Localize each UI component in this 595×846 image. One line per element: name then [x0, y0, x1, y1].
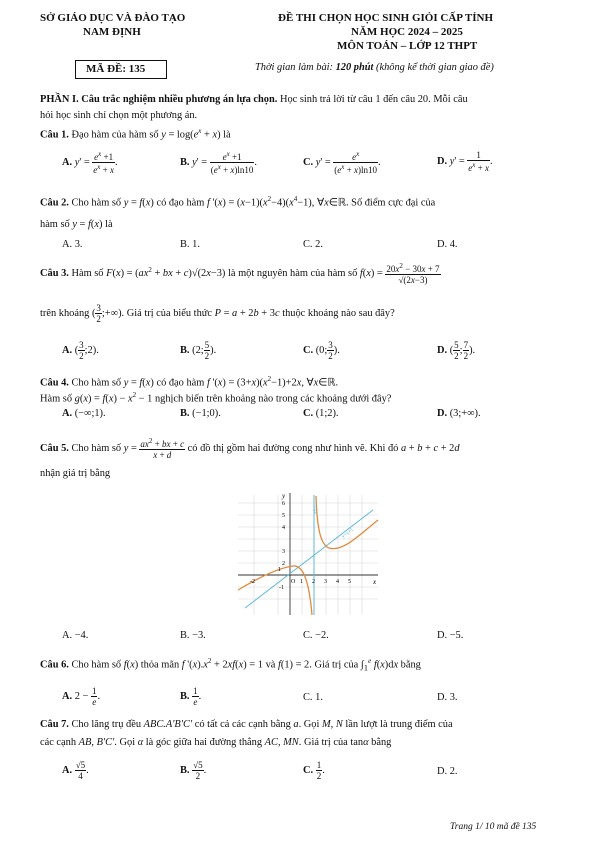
svg-text:3: 3	[282, 549, 285, 555]
q4-option-c[interactable]: C. (1;2).	[303, 408, 339, 419]
q3-option-c[interactable]: C. (0; $\frac{3}{2}$ ).	[303, 340, 340, 362]
svg-text:4: 4	[336, 579, 339, 585]
q4-option-b[interactable]: B. (−1;0).	[180, 408, 221, 419]
axis-x-label: x	[373, 578, 377, 586]
q1-option-c[interactable]: C. y' = $\frac{e^x}{(e^x + x)\ln 10}$ .	[303, 150, 381, 176]
q2-option-a[interactable]: A. 3.	[62, 239, 83, 250]
question-1-stem: Câu 1. Đạo hàm của hàm số $y = \log(e^x + x)$ là	[40, 127, 231, 141]
q1-option-b[interactable]: B. y' = $\frac{e^x +1}{(e^x + x)\ln 10}$ .	[180, 150, 257, 176]
part1-heading: PHẦN I. Câu trắc nghiệm nhiều phương án lựa chọn. Học sinh trả lời từ câu 1 đến câu 20. Mỗi câu	[40, 94, 468, 105]
q5-graph	[233, 490, 383, 620]
q3-option-b[interactable]: B. (2; $\frac{5}{2}$ ).	[180, 340, 217, 362]
question-2-stem-line2: hàm số y = f(x) là	[40, 219, 113, 230]
curve-right	[316, 496, 378, 549]
q5-option-a[interactable]: A. −4.	[62, 630, 89, 641]
question-4-stem-line2: Hàm số $g(x) = f(x) - x^2 - 1$ nghịch biến trên khoảng nào trong các khoảng dưới đây?	[40, 391, 392, 405]
svg-text:2: 2	[312, 579, 315, 585]
q6-option-c[interactable]: C. 1.	[303, 692, 323, 703]
question-7-stem: Câu 7. Cho lăng trụ đều ABC.A'B'C' có tất cả các cạnh bằng a. Gọi M, N lần lượt là trung điểm của	[40, 719, 453, 730]
svg-text:4: 4	[282, 525, 285, 531]
q2-option-b[interactable]: B. 1.	[180, 239, 200, 250]
subject-line: MÔN TOÁN – LỚP 12 THPT	[337, 40, 478, 52]
school-year: NĂM HỌC 2024 – 2025	[351, 26, 463, 38]
question-2-stem: Câu 2. Cho hàm số y = f(x) có đạo hàm f '$(x) = (x-1)(x^2-4)(x^4-1)$, ∀x∈ℝ. Số điểm cực đại của	[40, 195, 436, 209]
question-3-stem-line2: trên khoảng ( $\frac{3}{2}$ ;+∞). Giá trị của biểu thức P = a + 2b + 3c thuộc khoảng nào sau đây?	[40, 303, 395, 325]
q7-option-d[interactable]: D. 2.	[437, 766, 458, 777]
q3-option-a[interactable]: A. ( $\frac{3}{2}$ ;2).	[62, 340, 99, 362]
question-5-stem: Câu 5. Cho hàm số y = $\frac{ax^2 + bx + c}{x + d}$ có đồ thị gồm hai đường cong như hình vẽ. Khi đó a + b + c + 2d	[40, 437, 460, 461]
svg-text:-1: -1	[279, 585, 284, 591]
exam-code: MÃ ĐỀ: 135	[86, 63, 146, 75]
svg-text:5: 5	[282, 513, 285, 519]
svg-text:3: 3	[324, 579, 327, 585]
q1-option-a[interactable]: A. y' = $\frac{e^x +1}{e^x + x}$ .	[62, 150, 118, 176]
question-6-stem: Câu 6. Cho hàm số f(x) thỏa mãn f '$(x).x^2 + 2xf(x) = 1$ và f(1) = 2. Giá trị của $\int_1^e$ f(x)dx bằng	[40, 657, 421, 673]
q6-option-b[interactable]: B. $\frac{1}{e}$ .	[180, 686, 202, 708]
q5-option-c[interactable]: C. −2.	[303, 630, 329, 641]
department-line-1: SỞ GIÁO DỤC VÀ ĐÀO TẠO	[40, 12, 186, 24]
axis-y-label: y	[282, 492, 286, 500]
question-4-stem: Câu 4. Cho hàm số y = f(x) có đạo hàm f '$(x) = (3+x)(x^2-1)+2x$, ∀x∈ℝ.	[40, 375, 339, 389]
page-footer: Trang 1/ 10 mã đề 135	[450, 822, 537, 832]
svg-text:5: 5	[348, 579, 351, 585]
exam-title: ĐỀ THI CHỌN HỌC SINH GIỎI CẤP TỈNH	[278, 12, 494, 24]
q3-option-d[interactable]: D. ( $\frac{5}{2}$ ; $\frac{7}{2}$ ).	[437, 340, 476, 362]
svg-text:1: 1	[278, 567, 281, 573]
q7-option-b[interactable]: B. $\frac{√5}{2}$ .	[180, 760, 207, 782]
q4-option-a[interactable]: A. (−∞;1).	[62, 408, 106, 419]
q1-option-d[interactable]: D. y' = $\frac{1}{e^x + x}$ .	[437, 150, 493, 174]
question-5-stem-line2: nhận giá trị bằng	[40, 468, 111, 479]
svg-text:2: 2	[282, 561, 285, 567]
vertical-asymptote-label: x=2	[314, 506, 319, 514]
part1-instruction: hỏi học sinh chỉ chọn một phương án.	[40, 110, 198, 121]
department-line-2: NAM ĐỊNH	[83, 26, 141, 38]
q4-option-d[interactable]: D. (3;+∞).	[437, 408, 481, 419]
question-7-stem-line2: các cạnh AB, B'C'. Gọi α là góc giữa hai đường thẳng AC, MN. Giá trị của tanα bằng	[40, 737, 392, 748]
origin-label: O	[291, 579, 296, 585]
q2-option-d[interactable]: D. 4.	[437, 239, 458, 250]
svg-text:6: 6	[282, 501, 285, 507]
q5-option-d[interactable]: D. −5.	[437, 630, 464, 641]
svg-text:-2: -2	[250, 579, 255, 585]
exam-code-box	[75, 60, 167, 79]
slant-asymptote-label: y=x+1	[341, 527, 355, 540]
q6-option-a[interactable]: A. 2 − $\frac{1}{e}$ .	[62, 686, 101, 708]
q7-option-a[interactable]: A. $\frac{√5}{4}$ .	[62, 760, 89, 782]
q6-option-d[interactable]: D. 3.	[437, 692, 458, 703]
q5-option-b[interactable]: B. −3.	[180, 630, 206, 641]
time-note: Thời gian làm bài: 120 phút (không kể thời gian giao đề)	[255, 62, 494, 73]
q2-option-c[interactable]: C. 2.	[303, 239, 323, 250]
svg-text:1: 1	[300, 579, 303, 585]
curve-left	[238, 566, 312, 615]
q7-option-c[interactable]: C. $\frac{1}{2}$ .	[303, 760, 325, 782]
question-3-stem: Câu 3. Hàm số $F(x) = (ax^2$ + bx + c)√(2x−3) là một nguyên hàm của hàm số f(x) = $\frac{20x^2 - 30x + 7}{√(2x-3)}$	[40, 262, 440, 286]
